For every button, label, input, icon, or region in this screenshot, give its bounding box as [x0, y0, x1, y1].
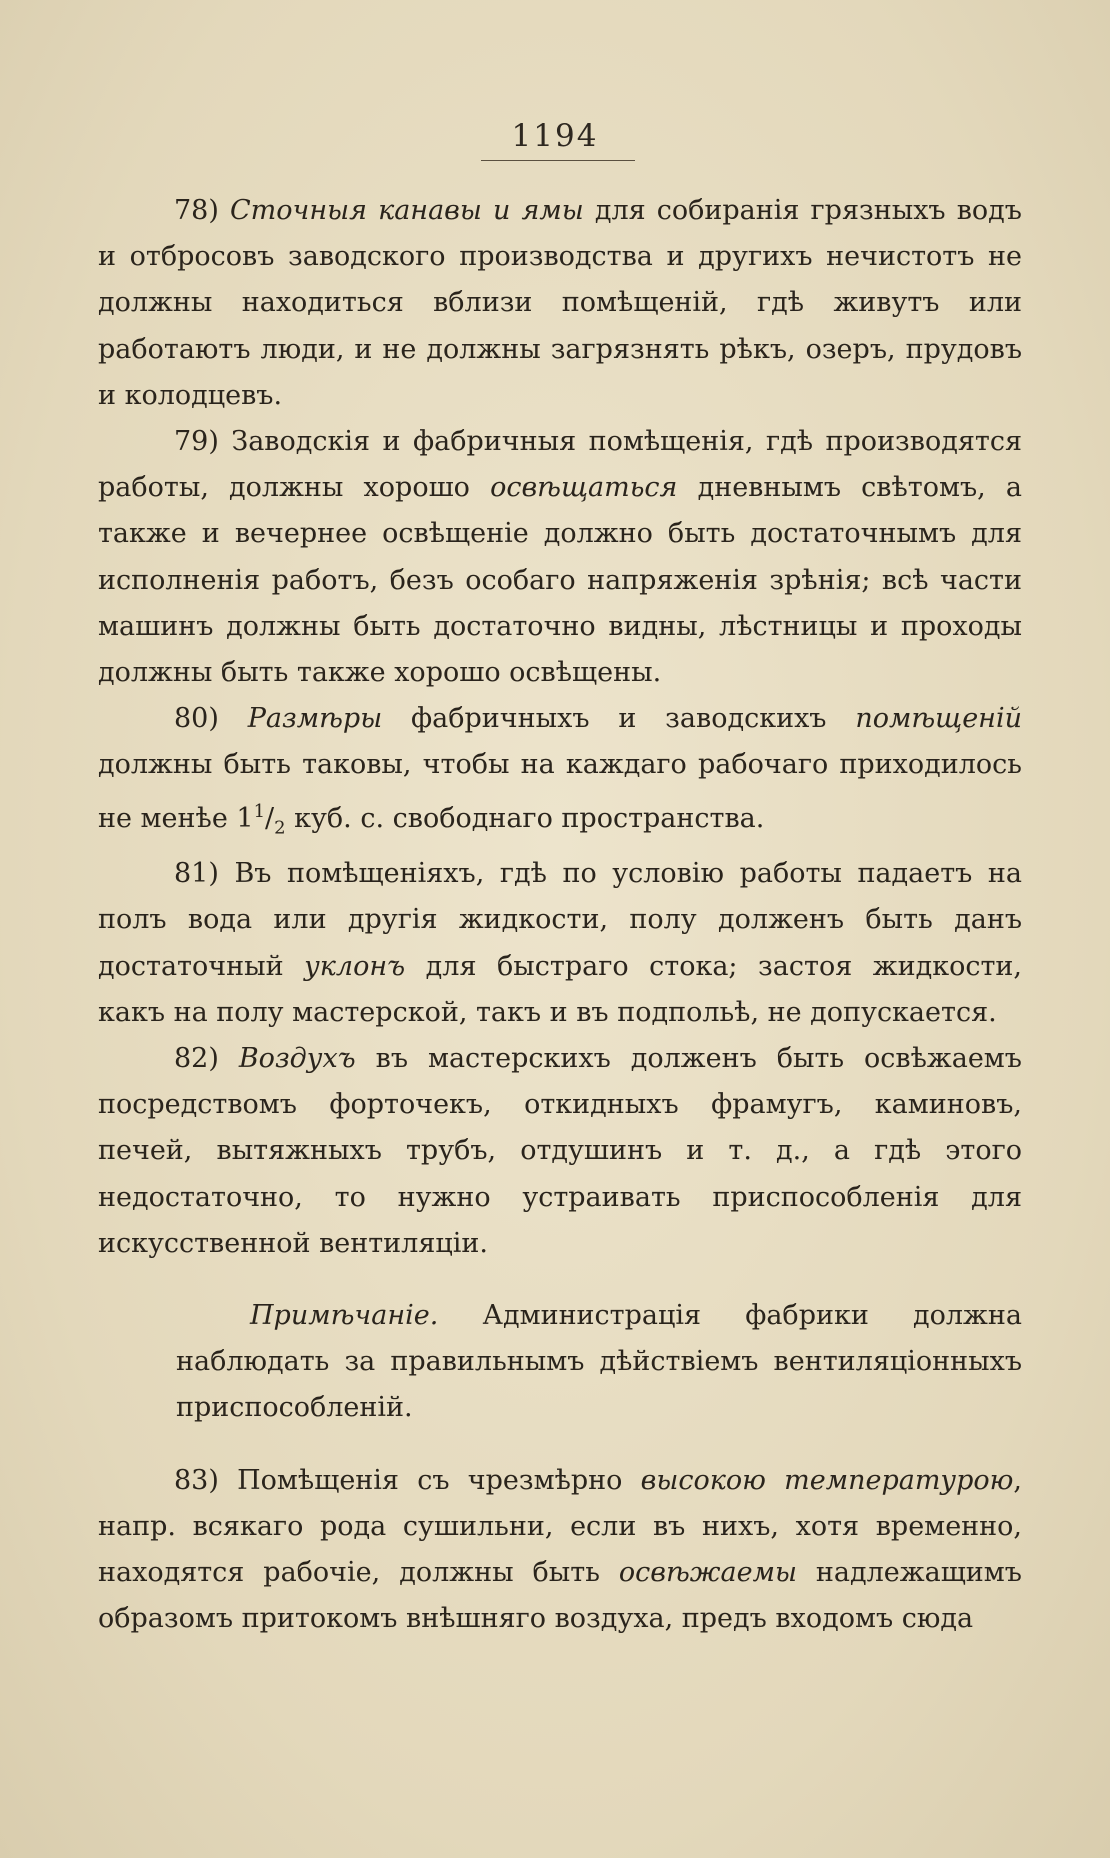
fraction: $1^1/_2$: [236, 800, 286, 839]
paragraph-text: для собиранія грязныхъ водъ и отбросовъ заводского производства и другихъ нечистотъ не должны находиться вблизи помѣщеній, гдѣ живутъ или работаютъ люди, и не должны загрязнять рѣкъ, озеръ, прудовъ и колодцевъ.: [98, 195, 1022, 411]
note-paragraph: [176, 1293, 1022, 1432]
italic-term: Воздухъ: [238, 1043, 356, 1075]
paragraph-text: дневнымъ свѣтомъ, а также и вечернее освѣщеніе должно быть достаточнымъ для исполненія работъ, безъ особаго напряженія зрѣнія; всѣ части машинъ должны быть достаточно видны, лѣстницы и проходы должны быть также хорошо освѣщены.: [98, 472, 1022, 689]
paragraph-81: [98, 851, 1022, 1036]
paragraph-text: Заводскія и фабричныя помѣщенія, гдѣ производятся работы, должны хорошо: [98, 426, 1022, 504]
paragraph-text: въ мастерскихъ долженъ быть освѣжаемъ посредствомъ форточекъ, откидныхъ фрамугъ, каминовъ, печей, вытяжныхъ трубъ, отдушинъ и т. д., а гдѣ этого недостаточно, то нужно устраивать приспособленія для искусственной вентиляціи.: [98, 1043, 1022, 1259]
paragraph-text: , напр. всякаго рода сушильни, если въ нихъ, хотя временно, находятся рабочіе, должны быть: [98, 1464, 1022, 1589]
paragraph-80: [98, 696, 1022, 851]
paragraph-number: 82): [174, 1043, 219, 1075]
italic-term: освѣщаться: [490, 472, 678, 504]
page-body: [98, 188, 1022, 1642]
italic-term: уклонъ: [304, 950, 406, 982]
paragraph-text: фабричныхъ и заводскихъ: [382, 703, 856, 735]
paragraph-text: надлежащимъ образомъ притокомъ внѣшняго воздуха, предъ входомъ сюда: [98, 1557, 1022, 1635]
italic-term: Размѣры: [247, 703, 383, 735]
paragraph-number: 81): [174, 858, 219, 890]
paragraph-text: для быстраго стока; застоя жидкости, какъ на полу мастерской, такъ и въ подпольѣ, не допускается.: [98, 950, 1022, 1028]
header-rule: [481, 160, 635, 161]
paragraph-number: 80): [174, 703, 219, 735]
paragraph-text: Помѣщенія съ чрезмѣрно: [218, 1464, 641, 1496]
fraction-whole: 1: [236, 802, 254, 834]
paragraph-78: [98, 188, 1022, 419]
italic-term: высокою температурою: [640, 1464, 1014, 1496]
fraction-denominator: 2: [274, 817, 286, 839]
paragraph-79: [98, 419, 1022, 696]
page-number: 1194: [511, 118, 599, 154]
note-text: Администрація фабрики должна наблюдать за правильнымъ дѣйствіемъ вентиляціонныхъ приспособленій.: [176, 1300, 1022, 1424]
paragraph-number: 78): [174, 195, 219, 226]
note-label: Примѣчаніе.: [250, 1300, 439, 1332]
paragraph-text: Въ помѣщеніяхъ, гдѣ по условію работы падаетъ на полъ вода или другія жидкости, полу долженъ быть данъ достаточный: [98, 858, 1022, 982]
paragraph-82: [98, 1036, 1022, 1267]
paragraph-text: должны быть таковы, чтобы на каждаго рабочаго приходилось не менѣе: [98, 749, 1022, 834]
paragraph-number: 79): [174, 426, 219, 458]
italic-term: Сточныя канавы и ямы: [230, 195, 584, 226]
italic-term: освѣжаемы: [618, 1557, 797, 1589]
italic-term: помѣщеній: [855, 703, 1022, 735]
fraction-numerator: 1: [253, 800, 266, 822]
paragraph-83: [98, 1458, 1022, 1643]
paragraph-number: 83): [174, 1464, 219, 1496]
paragraph-text: куб. с. свободнаго пространства.: [285, 802, 765, 834]
